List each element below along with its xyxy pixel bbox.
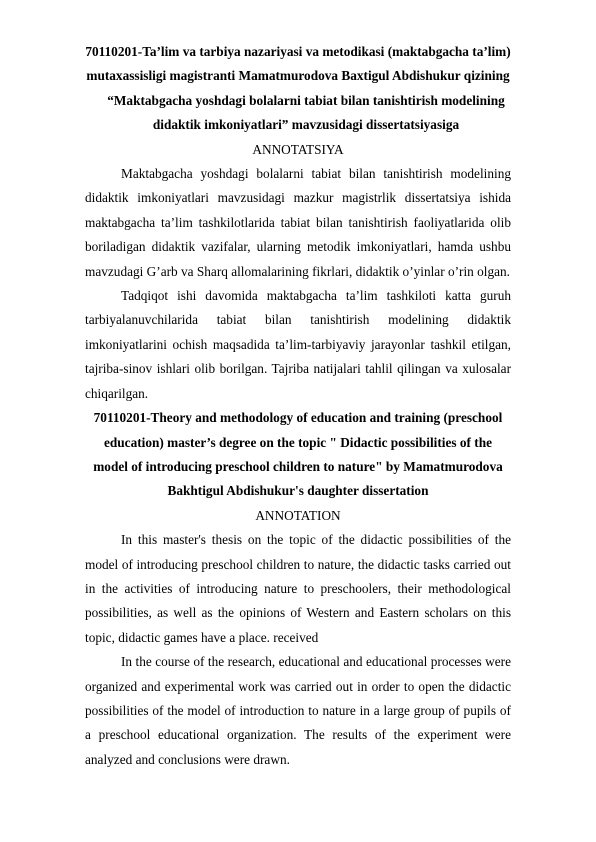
uz-section-title: ANNOTATSIYA <box>252 141 344 157</box>
uz-heading: 70110201-Ta’lim va tarbiya nazariyasi va metodikasi (maktabgacha ta’lim) mutaxassisligi magistranti Mamatmurodova Baxtigul Abdishukur qizining <box>85 44 511 84</box>
uz-paragraph-1: Maktabgacha yoshdagi bolalarni tabiat bilan tanishtirish modelining didaktik imkoniyatlari mavzusidagi mazkur magistrlik dissertatsiya ishida maktabgacha ta’lim tashkilotlarida tabiat bilan tanishtirish faoliyatlarida olib boriladigan didaktik vazifalar, ularning metodik imkoniyatlari, hamda ushbu mavzudagi G’arb va Sharq allomalarining fikrlari, didaktik o’yinlar o’rin olgan. <box>85 166 511 279</box>
en-section-title: ANNOTATION <box>255 507 341 523</box>
document-page <box>85 40 511 772</box>
uz-topic-heading: “Maktabgacha yoshdagi bolalarni tabiat bilan tanishtirish modelining didaktik imkoniyatlari” mavzusidagi dissertatsiyasiga <box>107 92 505 133</box>
en-paragraph-1: In this master's thesis on the topic of the didactic possibilities of the model of introducing preschool children to nature, the didactic tasks carried out in the activities of introducing nature to preschoolers, their methodological possibilities, as well as the opinions of Western and Eastern scholars on this topic, didactic games have a place. received <box>85 532 511 645</box>
en-paragraph-2: In the course of the research, educational and educational processes were organized and experimental work was carried out in order to open the didactic possibilities of the model of introduction to nature in a large group of pupils of a preschool educational organization. The results of the experiment were analyzed and conclusions were drawn. <box>85 654 511 767</box>
uz-paragraph-2: Tadqiqot ishi davomida maktabgacha ta’lim tashkiloti katta guruh tarbiyalanuvchilarida tabiat bilan tanishtirish modelining didaktik imkoniyatlarini ochish maqsadida ta’lim-tarbiyaviy jarayonlar tashkil etilgan, tajriba-sinov ishlari olib borilgan. Tajriba natijalari tahlil qilingan va xulosalar chiqarilgan. <box>85 288 511 401</box>
en-heading: 70110201-Theory and methodology of education and training (preschool education) master’s degree on the topic " Didactic possibilities of the model of introducing preschool children to nature" by Mamatmurodova Bakhtigul Abdishukur's daughter dissertation <box>93 410 503 499</box>
